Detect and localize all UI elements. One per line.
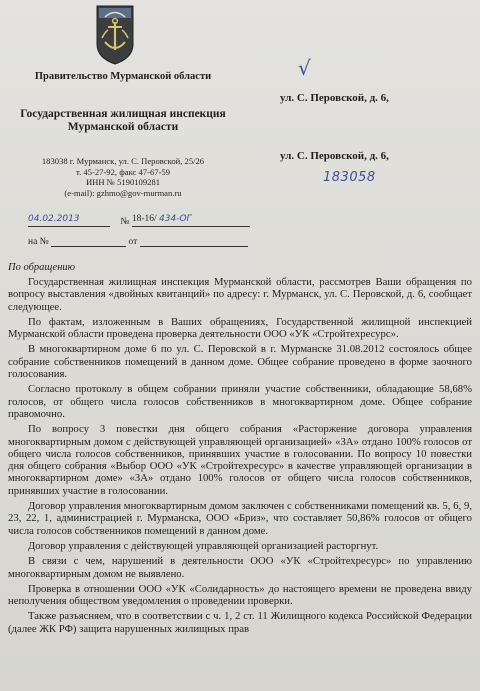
outgoing-number: 434-ОГ (159, 214, 192, 224)
sender-email: (e-mail): gzhmo@gov-murman.ru (64, 187, 182, 198)
inspection-name: Государственная жилищная инспекция Мурманской области (20, 108, 226, 133)
murmansk-coat-of-arms-icon (95, 4, 135, 66)
letter-subject: По обращению (8, 262, 76, 273)
sender-phone: т. 45-27-92, факс 47-67-59 (75, 166, 171, 177)
body-paragraph: Договор управления многоквартирным домом заключен с собственниками помещений кв. 5, 6, 9, 23, 22, 1, администрацией г. Мурманска, ООО «Бриз», что составляет 50,86% голосов от общего числа голосов собственников помещений в данном доме. (8, 500, 472, 537)
handwritten-checkmark: √ (298, 56, 311, 80)
body-paragraph: В многоквартирном доме 6 по ул. С. Перовской в г. Мурманске 31.08.2012 состоялось общее собрание собственников помещений в данном доме. Общее собрание проведено в форме заочного голосования. (8, 343, 472, 381)
number-prefix: 18-16/ (131, 214, 157, 224)
handwritten-reg-number: 183058 (323, 170, 376, 185)
recipient-address-1: ул. С. Перовской, д. 6, (280, 92, 389, 104)
body-paragraph: Также разъясняем, что в соответствии с ч. 1, 2 ст. 11 Жилищного кодекса Российской Федерации (далее ЖК РФ) защита нарушенных жилищных прав (8, 610, 472, 635)
body-paragraph: Согласно протоколу в общем собрании приняли участие собственники, обладающие 58,68% голосов, от общего числа голосов собственников в многоквартирном доме. Общее собрание правомочно. (8, 383, 472, 420)
sender-address: 183038 г. Мурманск, ул. С. Перовской, 25/26 (41, 156, 205, 166)
letter-body (8, 276, 472, 638)
body-paragraph: В связи с чем, нарушений в деятельности ООО «УК «Стройтехресурс» по управлению многоквартирным домом не выявлено. (8, 555, 472, 580)
outgoing-date-number (28, 214, 258, 227)
body-paragraph: По вопросу 3 повестки дня общего собрания «Расторжение договора управления многоквартирным домом с действующей управляющей организацией» «ЗА» отдано 100% голосов от общего числа голосов собственников, принявших участие в голосовании. По вопросу 10 повестки дня общего собрания «Выбор ООО «УК «Стройтехресурс» в качестве управляющей организации в многоквартирном доме» «ЗА» отдано 100% голосов от общего числа голосов собственников, принявших участие в голосовании. (8, 423, 472, 497)
body-paragraph: Проверка в отношении ООО «УК «Солидарность» до настоящего времени не проведена ввиду неполучения обществом уведомления о проведении проверки. (8, 582, 472, 608)
reference-row (28, 235, 258, 247)
recipient-address-2: ул. С. Перовской, д. 6, (280, 150, 389, 162)
sender-inn: ИНН № 5190109281 (85, 177, 161, 188)
body-paragraph: Государственная жилищная инспекция Мурманской области, рассмотрев Ваши обращения по вопросу выставления «двойных квитанций» по адресу: г. Мурманск, ул. С. Перовской, д. 6, сообщает следующее. (8, 276, 472, 313)
body-paragraph: Договор управления с действующей управляющей организацией расторгнут. (28, 539, 379, 552)
number-label: № (120, 217, 130, 227)
body-paragraph: По фактам, изложенным в Ваших обращениях, Государственной жилищной инспекцией Мурманской области проведена проверка деятельности ООО «УК «Стройтехресурс». (8, 315, 472, 341)
sender-contacts (18, 156, 228, 198)
reference-date-label: от (128, 237, 138, 247)
outgoing-date: 04.02.2013 (28, 214, 80, 224)
reference-number-label: на № (28, 237, 49, 247)
government-name: Правительство Мурманской области (34, 71, 212, 82)
